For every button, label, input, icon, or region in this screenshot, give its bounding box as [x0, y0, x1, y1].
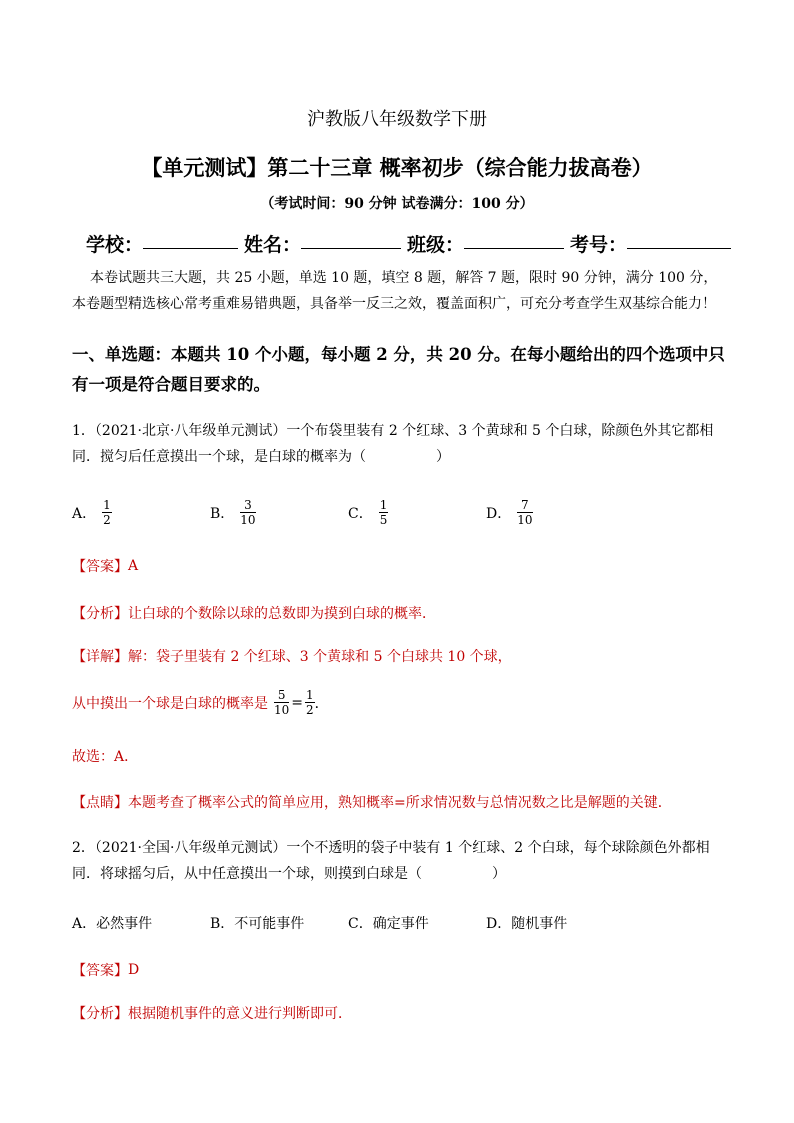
- class-blank[interactable]: [464, 230, 564, 249]
- answer-tag: 【答案】: [72, 963, 128, 979]
- question-1-stem: 1．（2021·北京·八年级单元测试）一个布袋里装有 2 个红球、3 个黄球和 5 个白球，除颜色外其它都相同．搅匀后任意摸出一个球，是白球的概率为（ ）: [72, 423, 714, 465]
- exam-no-label: 考号：: [570, 234, 628, 256]
- school-label: 学校：: [86, 234, 144, 256]
- q1-comment: [72, 792, 672, 812]
- q1-detail: [72, 646, 512, 666]
- book-title: 沪教版八年级数学下册: [307, 109, 487, 130]
- fraction: $\frac{1}{2}$: [306, 688, 314, 717]
- q2-option-c: C．确定事件: [348, 916, 429, 932]
- analysis-text: 根据随机事件的意义进行判断即可．: [128, 1006, 352, 1022]
- fraction: $\frac{7}{10}$: [517, 498, 533, 527]
- section-one-heading: 一、单选题：本题共 10 个小题，每小题 2 分，共 20 分。在每小题给出的四个选项中只有一项是符合题目要求的。: [72, 345, 725, 394]
- q1-option-a: A． $\frac{1}{2}$: [72, 498, 111, 527]
- answer-tag: 【答案】: [72, 559, 128, 575]
- answer-value: D: [128, 962, 140, 978]
- q1-option-b: B． $\frac{3}{10}$: [210, 498, 256, 527]
- q1-choose: 故选：A．: [72, 749, 139, 765]
- detail-tag: 【详解】: [72, 649, 128, 665]
- analysis-tag: 【分析】: [72, 606, 128, 622]
- q1-detail-formula: 从中摸出一个球是白球的概率是 $\frac{5}{10}$ = $\frac{1}{2}$ ．: [72, 688, 329, 717]
- fraction: $\frac{5}{10}$: [274, 688, 290, 717]
- comment-tag: 【点睛】: [72, 795, 128, 811]
- name-blank[interactable]: [301, 230, 401, 249]
- exam-subtitle: （考试时间：90 分钟 试卷满分：100 分）: [260, 196, 534, 212]
- exam-title: 【单元测试】第二十三章 概率初步（综合能力拔高卷）: [141, 155, 653, 180]
- fraction: $\frac{1}{2}$: [103, 498, 111, 527]
- analysis-text: 让白球的个数除以球的总数即为摸到白球的概率．: [128, 606, 436, 622]
- comment-text: 本题考查了概率公式的简单应用，熟知概率=所求情况数与总情况数之比是解题的关键．: [128, 795, 672, 811]
- q1-option-c: C． $\frac{1}{5}$: [348, 498, 388, 527]
- fraction: $\frac{3}{10}$: [240, 498, 256, 527]
- detail-text: 解：袋子里装有 2 个红球、3 个黄球和 5 个白球共 10 个球，: [128, 649, 512, 665]
- q1-option-d: D． $\frac{7}{10}$: [486, 498, 533, 527]
- q1-analysis: [72, 603, 436, 623]
- q2-analysis: [72, 1003, 352, 1023]
- name-label: 姓名：: [244, 234, 302, 256]
- q2-answer: [72, 960, 139, 980]
- exam-no-blank[interactable]: [627, 230, 731, 249]
- q2-option-b: B．不可能事件: [210, 916, 305, 932]
- student-info-row: [86, 230, 737, 257]
- q2-option-a: A．必然事件: [72, 916, 153, 932]
- q1-answer: [72, 556, 138, 576]
- school-blank[interactable]: [143, 230, 238, 249]
- question-2-stem: 2．（2021·全国·八年级单元测试）一个不透明的袋子中装有 1 个红球、2 个白球，每个球除颜色外都相同．将球摇匀后，从中任意摸出一个球，则摸到白球是（ ）: [72, 840, 710, 882]
- analysis-tag: 【分析】: [72, 1006, 128, 1022]
- intro-paragraph: 本卷试题共三大题，共 25 小题，单选 10 题，填空 8 题，解答 7 题，限时 90 分钟，满分 100 分，本卷题型精选核心常考重难易错典题，具备举一反三之效，覆盖面积广，可充分考查学生双基综合能力！: [72, 270, 718, 312]
- class-label: 班级：: [407, 234, 465, 256]
- answer-value: A: [128, 558, 139, 574]
- q2-option-d: D．随机事件: [486, 916, 568, 932]
- fraction: $\frac{1}{5}$: [379, 498, 388, 527]
